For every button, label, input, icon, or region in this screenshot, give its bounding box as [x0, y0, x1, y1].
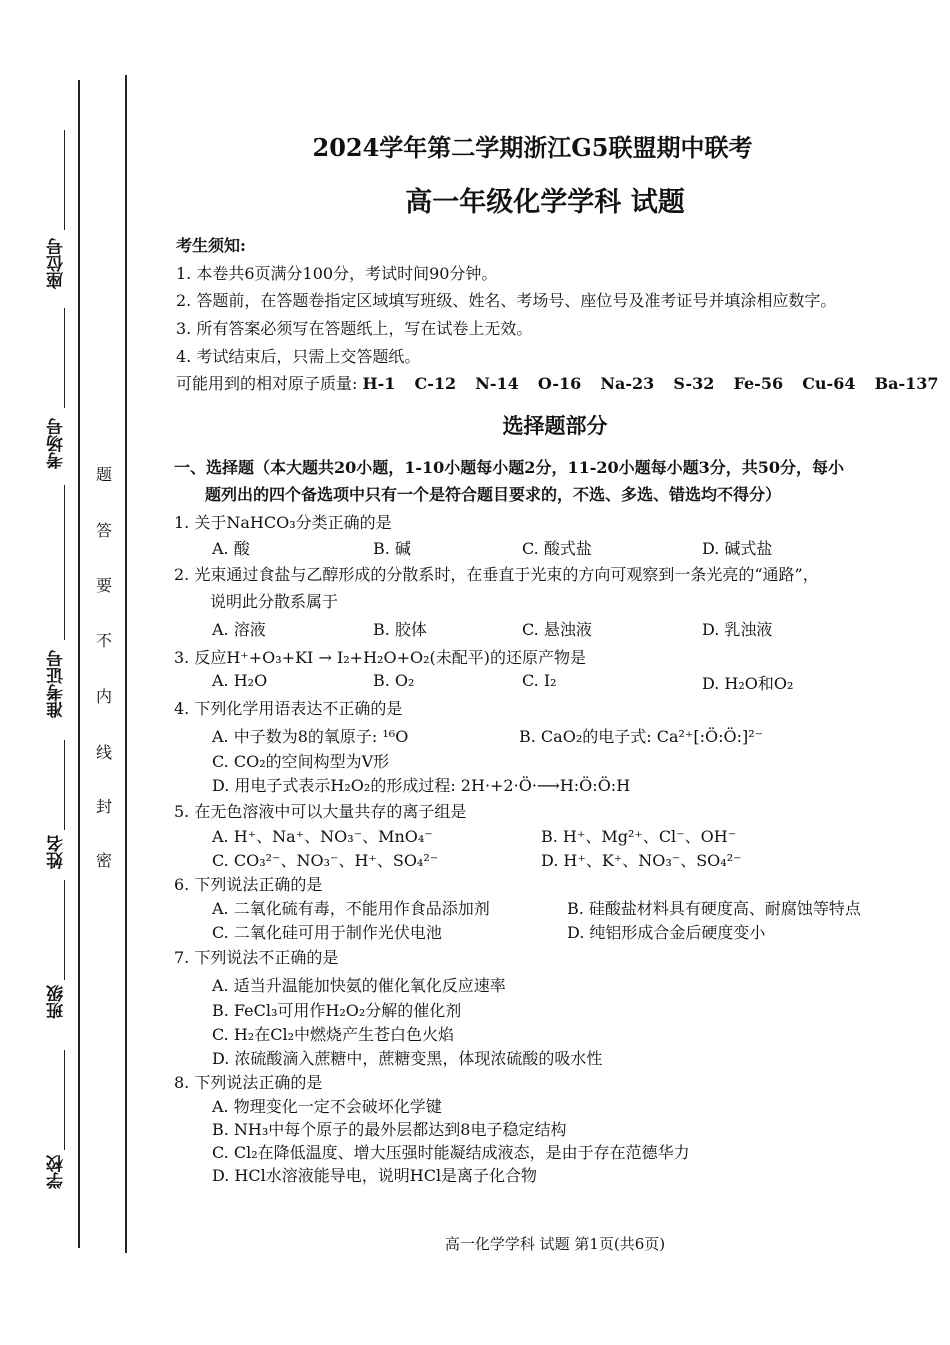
option: B. H⁺、Mg²⁺、Cl⁻、OH⁻ — [541, 827, 737, 846]
seal-char: 内 — [96, 687, 113, 706]
option: B. CaO₂的电子式: Ca²⁺[:Ö:Ö:]²⁻ — [519, 727, 764, 746]
mass-item: H-1 — [362, 374, 396, 393]
margin-line-left — [78, 80, 80, 1248]
question-stem: 5. 在无色溶液中可以大量共存的离子组是 — [174, 802, 467, 821]
notice-item: 4. 考试结束后，只需上交答题纸。 — [176, 347, 421, 366]
option: D. H₂O和O₂ — [702, 674, 794, 693]
mass-item: Ba-137 — [874, 374, 939, 393]
field-line-school — [64, 1050, 65, 1150]
option: A. 溶液 — [212, 620, 266, 639]
margin-line-right — [125, 75, 127, 1253]
section-title: 选择题部分 — [502, 413, 608, 438]
question-stem-cont: 说明此分散系属于 — [210, 592, 339, 611]
option: C. Cl₂在降低温度、增大压强时能凝结成液态，是由于存在范德华力 — [212, 1143, 690, 1162]
field-admission: 准考证号 — [47, 650, 67, 718]
atomic-masses — [176, 371, 950, 394]
seal-char: 不 — [96, 631, 113, 650]
question-stem: 1. 关于NaHCO₃分类正确的是 — [174, 513, 392, 532]
field-line-name — [64, 740, 65, 830]
option: A. 酸 — [212, 539, 250, 558]
question-stem: 7. 下列说法不正确的是 — [174, 948, 339, 967]
option: D. 用电子式表示H₂O₂的形成过程: 2H·+2·Ö·⟶H:Ö:Ö:H — [212, 776, 631, 795]
seal-char: 密 — [96, 851, 113, 870]
option: B. 胶体 — [373, 620, 427, 639]
option: C. H₂在Cl₂中燃烧产生苍白色火焰 — [212, 1025, 454, 1044]
field-line-room — [64, 308, 65, 408]
option: D. H⁺、K⁺、NO₃⁻、SO₄²⁻ — [541, 851, 742, 870]
seal-char: 要 — [96, 576, 113, 595]
mass-item: S-32 — [673, 374, 715, 393]
seal-char: 答 — [96, 521, 113, 540]
question-stem: 4. 下列化学用语表达不正确的是 — [174, 699, 403, 718]
notice-heading: 考生须知: — [176, 236, 246, 255]
option: C. I₂ — [522, 671, 557, 690]
option: B. NH₃中每个原子的最外层都达到8电子稳定结构 — [212, 1120, 567, 1139]
question-stem: 8. 下列说法正确的是 — [174, 1073, 323, 1092]
option: D. HCl水溶液能导电，说明HCl是离子化合物 — [212, 1166, 538, 1185]
question-stem: 3. 反应H⁺+O₃+KI → I₂+H₂O+O₂(未配平)的还原产物是 — [174, 648, 586, 667]
option: D. 纯铝形成合金后硬度变小 — [567, 923, 766, 942]
option: C. 二氧化硅可用于制作光伏电池 — [212, 923, 442, 942]
seal-char: 线 — [96, 743, 113, 762]
option: D. 碱式盐 — [702, 539, 773, 558]
notice-item: 3. 所有答案必须写在答题纸上，写在试卷上无效。 — [176, 319, 533, 338]
option: A. H⁺、Na⁺、NO₃⁻、MnO₄⁻ — [212, 827, 433, 846]
field-room: 考场号 — [47, 418, 67, 469]
option: B. O₂ — [373, 671, 415, 690]
field-line-admission — [64, 485, 65, 640]
field-class: 班级 — [47, 985, 67, 1019]
subject-title: 高一年级化学学科 试题 — [405, 187, 685, 218]
option: B. FeCl₃可用作H₂O₂分解的催化剂 — [212, 1001, 462, 1020]
exam-title: 2024学年第二学期浙江G5联盟期中联考 — [312, 133, 753, 162]
option: C. 酸式盐 — [522, 539, 592, 558]
option: A. 中子数为8的氧原子: ¹⁶O — [212, 727, 409, 746]
notice-item: 2. 答题前，在答题卷指定区域填写班级、姓名、考场号、座位号及准考证号并填涂相应数字。 — [176, 291, 837, 310]
option: A. 适当升温能加快氨的催化氧化反应速率 — [212, 976, 506, 995]
option: A. H₂O — [212, 671, 268, 690]
option: C. CO₃²⁻、NO₃⁻、H⁺、SO₄²⁻ — [212, 851, 439, 870]
field-line-class — [64, 880, 65, 980]
mass-item: Fe-56 — [733, 374, 784, 393]
part-heading: 一、选择题（本大题共20小题，1-10小题每小题2分，11-20小题每小题3分，共50分，每小 — [174, 458, 845, 477]
mass-item: Cu-64 — [802, 374, 856, 393]
option: B. 硅酸盐材料具有硬度高、耐腐蚀等特点 — [567, 899, 861, 918]
option: A. 物理变化一定不会破坏化学键 — [212, 1097, 442, 1116]
seal-char: 封 — [96, 797, 113, 816]
field-school: 学校 — [47, 1155, 67, 1189]
option: D. 乳浊液 — [702, 620, 773, 639]
mass-item: Na-23 — [600, 374, 655, 393]
field-seat: 座位号 — [47, 238, 67, 289]
mass-label: 可能用到的相对原子质量: — [176, 374, 358, 393]
notice-item: 1. 本卷共6页满分100分，考试时间90分钟。 — [176, 264, 498, 283]
mass-item: O-16 — [537, 374, 582, 393]
field-name: 姓名 — [47, 835, 67, 869]
page-footer: 高一化学学科 试题 第1页(共6页) — [444, 1235, 666, 1253]
question-stem: 6. 下列说法正确的是 — [174, 875, 323, 894]
option: A. 二氧化硫有毒，不能用作食品添加剂 — [212, 899, 490, 918]
option: C. CO₂的空间构型为V形 — [212, 752, 390, 771]
part-heading: 题列出的四个备选项中只有一个是符合题目要求的，不选、多选、错选均不得分） — [205, 485, 782, 504]
question-stem: 2. 光束通过食盐与乙醇形成的分散系时，在垂直于光束的方向可观察到一条光亮的“通路”， — [174, 565, 819, 584]
option: C. 悬浊液 — [522, 620, 592, 639]
mass-item: C-12 — [414, 374, 457, 393]
mass-item: N-14 — [475, 374, 519, 393]
option: B. 碱 — [373, 539, 411, 558]
seal-char: 题 — [96, 465, 113, 484]
option: D. 浓硫酸滴入蔗糖中，蔗糖变黑，体现浓硫酸的吸水性 — [212, 1049, 603, 1068]
